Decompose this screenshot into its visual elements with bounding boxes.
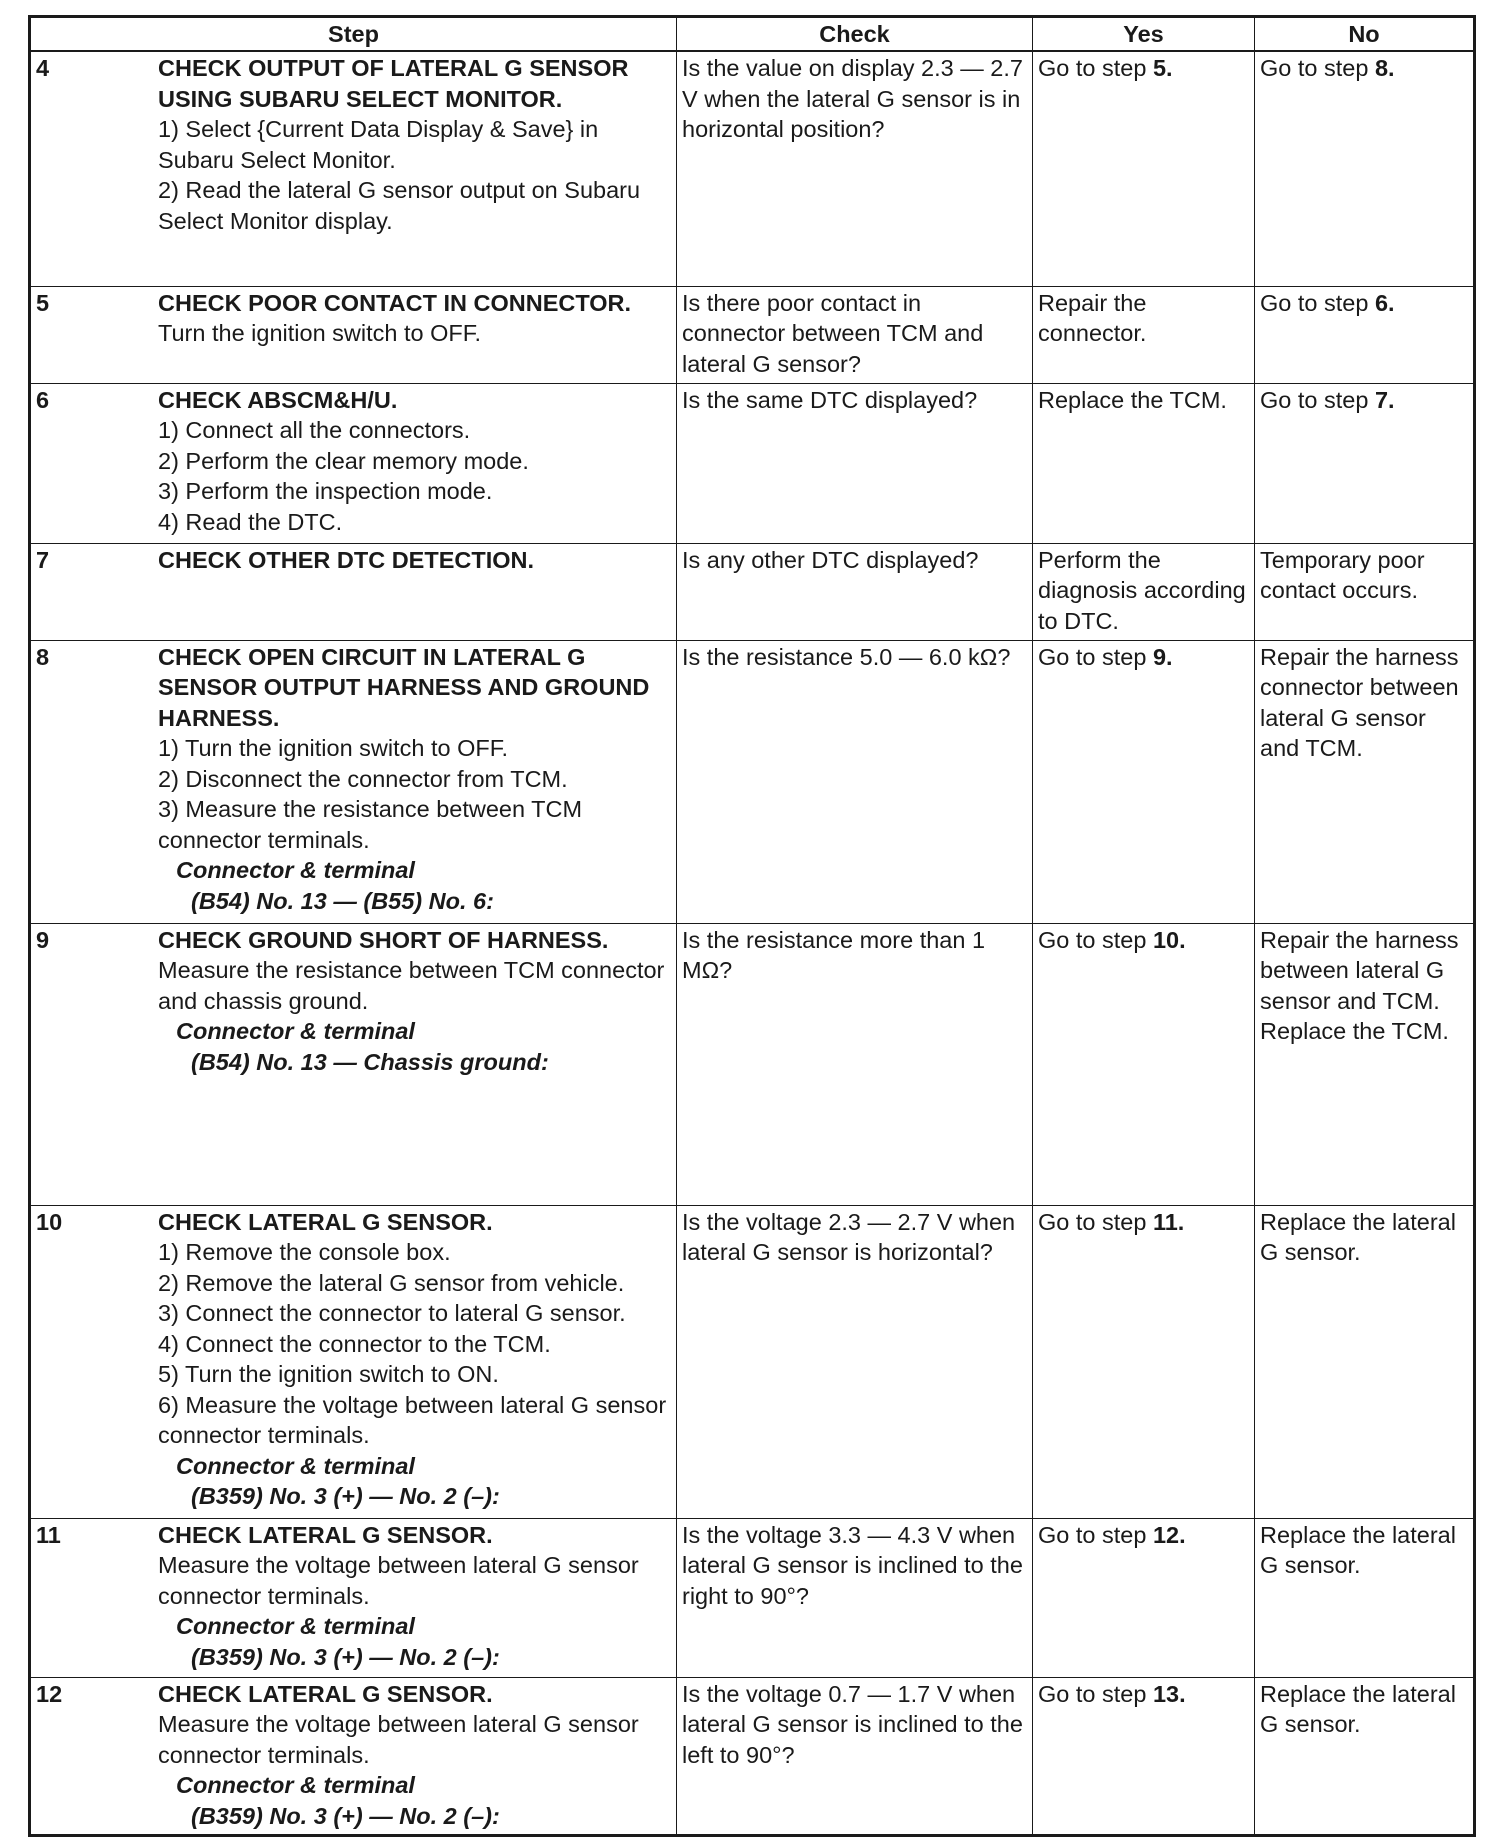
header-yes: Yes xyxy=(1033,17,1255,52)
check-cell: Is any other DTC displayed? xyxy=(677,543,1033,640)
step-instruction: Measure the voltage between lateral G sensor connector terminals. xyxy=(158,1711,639,1768)
step-title: CHECK LATERAL G SENSOR. xyxy=(158,1680,493,1707)
step-number: 8 xyxy=(36,643,50,670)
step-title: CHECK POOR CONTACT IN CONNECTOR. xyxy=(158,289,632,316)
connector-terminal: (B359) No. 3 (+) — No. 2 (–): xyxy=(191,1802,500,1829)
connector-terminal: (B359) No. 3 (+) — No. 2 (–): xyxy=(191,1483,500,1509)
yes-cell xyxy=(1033,640,1255,923)
no-cell xyxy=(1255,1205,1475,1518)
step-instruction: 5) Turn the ignition switch to ON. xyxy=(158,1361,499,1387)
step-instruction: Measure the voltage between lateral G sensor connector terminals. xyxy=(158,1552,639,1609)
step-cell xyxy=(30,923,677,1205)
no-cell xyxy=(1255,1518,1475,1677)
step-number: 7 xyxy=(36,546,50,573)
table-row xyxy=(30,1677,1475,1836)
yes-text: Go to step xyxy=(1038,643,1153,670)
connector-label: Connector & terminal xyxy=(176,1452,415,1479)
step-instruction: 3) Connect the connector to lateral G sensor. xyxy=(158,1300,626,1326)
step-cell xyxy=(30,51,677,286)
yes-text: Go to step xyxy=(1038,55,1153,81)
step-instruction: 2) Remove the lateral G sensor from vehicle. xyxy=(158,1269,625,1296)
step-instruction: Turn the ignition switch to OFF. xyxy=(158,320,482,346)
no-step-ref: 7. xyxy=(1374,386,1395,413)
step-number: 9 xyxy=(36,926,50,953)
step-number: 11 xyxy=(36,1521,61,1548)
header-step: Step xyxy=(30,17,677,52)
yes-cell xyxy=(1033,543,1255,640)
no-cell xyxy=(1255,923,1475,1205)
table-row xyxy=(30,1205,1475,1518)
connector-terminal: (B54) No. 13 — Chassis ground: xyxy=(191,1048,549,1075)
no-cell xyxy=(1255,51,1475,286)
step-instruction: 4) Read the DTC. xyxy=(158,508,343,535)
no-text: Replace the lateral G sensor. xyxy=(1260,1680,1456,1737)
step-instruction: 3) Perform the inspection mode. xyxy=(158,478,493,504)
step-title: CHECK LATERAL G SENSOR. xyxy=(158,1208,493,1235)
check-cell: Is the resistance more than 1 MΩ? xyxy=(677,923,1033,1205)
step-instruction: 4) Connect the connector to the TCM. xyxy=(158,1330,551,1357)
no-cell xyxy=(1255,286,1475,383)
yes-step-ref: 9. xyxy=(1152,643,1173,670)
no-text-extra: Replace the TCM. xyxy=(1260,1018,1449,1044)
step-body xyxy=(158,288,671,349)
step-title: CHECK OTHER DTC DETECTION. xyxy=(158,546,534,573)
step-title: CHECK GROUND SHORT OF HARNESS. xyxy=(158,926,609,953)
no-text: Go to step xyxy=(1260,289,1375,316)
no-step-ref: 6. xyxy=(1374,289,1395,316)
step-number: 10 xyxy=(36,1208,63,1235)
step-instruction: 2) Read the lateral G sensor output on Subaru Select Monitor display. xyxy=(158,177,641,234)
step-cell xyxy=(30,543,677,640)
table-row xyxy=(30,383,1475,543)
no-text: Go to step xyxy=(1260,386,1375,413)
yes-cell xyxy=(1033,51,1255,286)
table-row xyxy=(30,1518,1475,1677)
step-instruction: 1) Remove the console box. xyxy=(158,1239,451,1265)
step-number: 6 xyxy=(36,386,50,413)
table-row xyxy=(30,923,1475,1205)
step-cell xyxy=(30,286,677,383)
no-text: Repair the harness connector between lateral G sensor and TCM. xyxy=(1260,643,1459,761)
table-row xyxy=(30,543,1475,640)
no-cell xyxy=(1255,543,1475,640)
step-instruction: 1) Select {Current Data Display & Save} in Subaru Select Monitor. xyxy=(158,116,599,173)
no-text: Go to step xyxy=(1260,55,1375,81)
no-cell xyxy=(1255,383,1475,543)
step-cell xyxy=(30,1205,677,1518)
step-body xyxy=(158,1207,671,1512)
step-title: CHECK OPEN CIRCUIT IN LATERAL G SENSOR OUTPUT HARNESS AND GROUND HARNESS. xyxy=(158,643,650,731)
step-instruction: 6) Measure the voltage between lateral G sensor connector terminals. xyxy=(158,1391,667,1448)
step-instruction: Measure the resistance between TCM connector and chassis ground. xyxy=(158,957,665,1014)
connector-terminal: (B54) No. 13 — (B55) No. 6: xyxy=(191,887,494,914)
no-text: Replace the lateral G sensor. xyxy=(1260,1521,1456,1578)
check-cell: Is the voltage 0.7 — 1.7 V when lateral G sensor is inclined to the left to 90°? xyxy=(677,1677,1033,1836)
yes-cell xyxy=(1033,1518,1255,1677)
check-cell: Is there poor contact in connector between TCM and lateral G sensor? xyxy=(677,286,1033,383)
step-instruction: 3) Measure the resistance between TCM connector terminals. xyxy=(158,796,583,853)
diagnostic-table xyxy=(28,15,1476,1837)
check-cell: Is the voltage 2.3 — 2.7 V when lateral G sensor is horizontal? xyxy=(677,1205,1033,1518)
step-body xyxy=(158,385,671,538)
step-title: CHECK LATERAL G SENSOR. xyxy=(158,1521,493,1548)
step-body xyxy=(158,53,671,236)
yes-step-ref: 5. xyxy=(1152,55,1173,81)
table-row xyxy=(30,640,1475,923)
connector-label: Connector & terminal xyxy=(176,1613,415,1639)
table-row xyxy=(30,51,1475,286)
step-cell xyxy=(30,1518,677,1677)
step-instruction: 1) Connect all the connectors. xyxy=(158,417,471,443)
yes-step-ref: 12. xyxy=(1152,1521,1186,1548)
header-row xyxy=(30,17,1475,52)
step-cell xyxy=(30,383,677,543)
yes-cell xyxy=(1033,383,1255,543)
yes-cell xyxy=(1033,1205,1255,1518)
yes-text: Repair the connector. xyxy=(1038,289,1147,346)
yes-text: Perform the diagnosis according to DTC. xyxy=(1038,546,1246,634)
yes-step-ref: 10. xyxy=(1152,926,1186,953)
check-cell: Is the resistance 5.0 — 6.0 kΩ? xyxy=(677,640,1033,923)
yes-text: Go to step xyxy=(1038,1680,1153,1707)
header-no: No xyxy=(1255,17,1475,52)
step-body xyxy=(158,1679,671,1832)
yes-cell xyxy=(1033,286,1255,383)
yes-step-ref: 11. xyxy=(1152,1208,1185,1235)
yes-cell xyxy=(1033,923,1255,1205)
step-number: 12 xyxy=(36,1680,63,1707)
step-cell xyxy=(30,1677,677,1836)
yes-cell xyxy=(1033,1677,1255,1836)
step-body xyxy=(158,1520,671,1673)
no-cell xyxy=(1255,1677,1475,1836)
header-check: Check xyxy=(677,17,1033,52)
step-body xyxy=(158,642,671,917)
check-cell: Is the same DTC displayed? xyxy=(677,383,1033,543)
step-title: CHECK OUTPUT OF LATERAL G SENSOR USING SUBARU SELECT MONITOR. xyxy=(158,55,629,112)
step-body xyxy=(158,925,671,1078)
no-cell xyxy=(1255,640,1475,923)
no-step-ref: 8. xyxy=(1374,55,1395,81)
connector-label: Connector & terminal xyxy=(176,1772,415,1798)
step-instruction: 1) Turn the ignition switch to OFF. xyxy=(158,735,509,761)
connector-label: Connector & terminal xyxy=(176,857,415,883)
table-row xyxy=(30,286,1475,383)
step-number: 5 xyxy=(36,289,50,316)
connector-label: Connector & terminal xyxy=(176,1018,415,1044)
step-number: 4 xyxy=(36,55,50,81)
check-cell: Is the voltage 3.3 — 4.3 V when lateral G sensor is inclined to the right to 90°? xyxy=(677,1518,1033,1677)
step-body xyxy=(158,545,671,576)
connector-terminal: (B359) No. 3 (+) — No. 2 (–): xyxy=(191,1643,500,1670)
yes-text: Go to step xyxy=(1038,1521,1153,1548)
yes-text: Replace the TCM. xyxy=(1038,386,1227,413)
yes-step-ref: 13. xyxy=(1152,1680,1186,1707)
yes-text: Go to step xyxy=(1038,926,1153,953)
check-cell: Is the value on display 2.3 — 2.7 V when the lateral G sensor is in horizontal position? xyxy=(677,51,1033,286)
no-text: Replace the lateral G sensor. xyxy=(1260,1208,1456,1265)
step-instruction: 2) Disconnect the connector from TCM. xyxy=(158,765,568,792)
no-text: Temporary poor contact occurs. xyxy=(1260,546,1425,603)
no-text: Repair the harness between lateral G sensor and TCM. xyxy=(1260,926,1459,1014)
step-instruction: 2) Perform the clear memory mode. xyxy=(158,447,529,474)
step-cell xyxy=(30,640,677,923)
yes-text: Go to step xyxy=(1038,1208,1153,1235)
step-title: CHECK ABSCM&H/U. xyxy=(158,386,398,413)
